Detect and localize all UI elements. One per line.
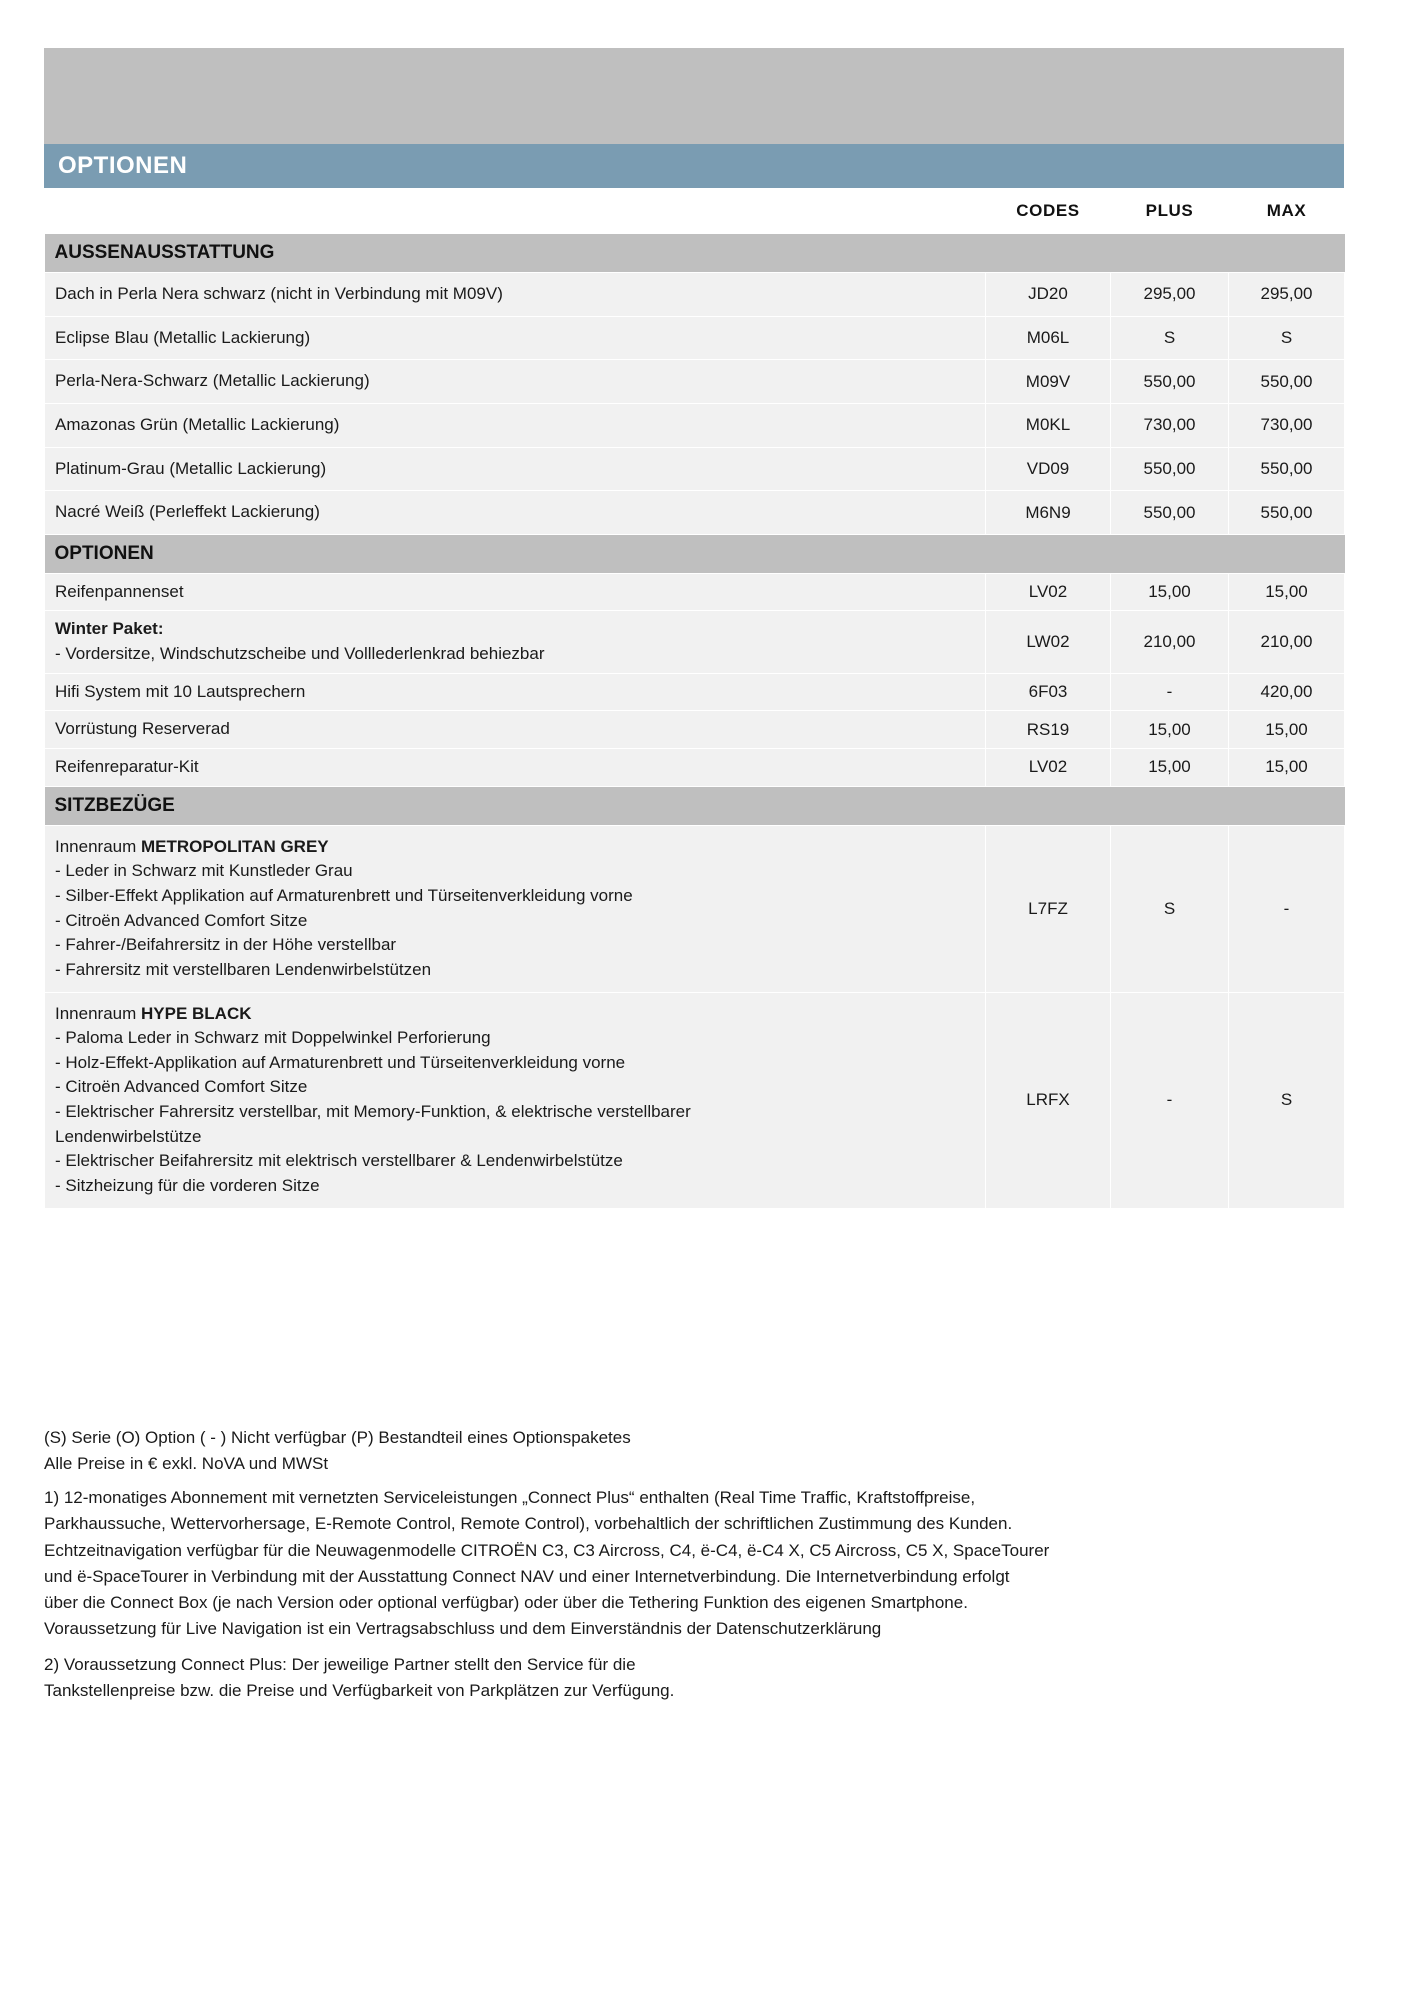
column-header-description (45, 188, 986, 234)
footnote-line: 2) Voraussetzung Connect Plus: Der jeweilige Partner stellt den Service für die (44, 1655, 636, 1674)
table-row (45, 573, 1345, 611)
table-row (45, 992, 1345, 1208)
row-description: Hifi System mit 10 Lautsprechern (45, 673, 986, 711)
row-max-value: 550,00 (1229, 491, 1345, 535)
row-code: M0KL (986, 403, 1111, 447)
row-code: LV02 (986, 573, 1111, 611)
row-max-value: 15,00 (1229, 749, 1345, 787)
row-description: Eclipse Blau (Metallic Lackierung) (45, 316, 986, 360)
row-code: LW02 (986, 611, 1111, 673)
footnotes (44, 1425, 1364, 1704)
section-header-row (45, 534, 1345, 573)
row-code: VD09 (986, 447, 1111, 491)
row-title-prefix: Innenraum (55, 836, 141, 856)
row-code: RS19 (986, 711, 1111, 749)
row-detail-line: - Holz-Effekt-Applikation auf Armaturenbrett und Türseitenverkleidung vorne (55, 1052, 626, 1072)
table-header-row (45, 188, 1345, 234)
table-row (45, 447, 1345, 491)
column-header-codes: CODES (986, 188, 1111, 234)
row-code: LRFX (986, 992, 1111, 1208)
row-description: Perla-Nera-Schwarz (Metallic Lackierung) (45, 360, 986, 404)
row-max-value: 15,00 (1229, 573, 1345, 611)
row-description (45, 611, 986, 673)
row-plus-value: 15,00 (1111, 573, 1229, 611)
table-row (45, 673, 1345, 711)
row-description: Platinum-Grau (Metallic Lackierung) (45, 447, 986, 491)
row-plus-value: S (1111, 316, 1229, 360)
row-detail-line: Lendenwirbelstütze (55, 1126, 202, 1146)
table-row (45, 273, 1345, 317)
row-code: LV02 (986, 749, 1111, 787)
options-price-table (44, 188, 1345, 1209)
row-max-value: 295,00 (1229, 273, 1345, 317)
section-header-row (45, 234, 1345, 273)
row-plus-value: 550,00 (1111, 491, 1229, 535)
price-note-line: Alle Preise in € exkl. NoVA und MWSt (44, 1454, 329, 1474)
row-max-value: 550,00 (1229, 360, 1345, 404)
section-header-row (45, 786, 1345, 825)
row-detail-line: - Elektrischer Beifahrersitz mit elektrisch verstellbarer & Lendenwirbelstütze (55, 1151, 623, 1171)
section-heading: AUSSENAUSSTATTUNG (45, 234, 1345, 273)
footnote-line: Parkhaussuche, Wettervorhersage, E-Remote Control, Remote Control), vorbehaltlich der schriftlichen Zustimmung des Kunden. (44, 1514, 1013, 1534)
footnote-2 (44, 1652, 1364, 1704)
row-title-prefix: Innenraum (55, 1003, 141, 1023)
column-header-plus: PLUS (1111, 188, 1229, 234)
row-title-line (55, 1002, 975, 1027)
row-code: 6F03 (986, 673, 1111, 711)
row-max-value: 730,00 (1229, 403, 1345, 447)
footnote-1 (44, 1485, 1364, 1642)
row-description: Reifenreparatur-Kit (45, 749, 986, 787)
footnote-line: Echtzeitnavigation verfügbar für die Neuwagenmodelle CITROËN C3, C3 Aircross, C4, ë-C4, ë-C4 X, C5 Aircross, C5 X, SpaceTourer (44, 1540, 1050, 1560)
row-description (45, 992, 986, 1208)
row-code: M6N9 (986, 491, 1111, 535)
footnote-line: Voraussetzung für Live Navigation ist ein Vertragsabschluss und dem Einverständnis der Datenschutzerklärung (44, 1618, 882, 1638)
row-code: M06L (986, 316, 1111, 360)
row-plus-value: 550,00 (1111, 360, 1229, 404)
row-max-value: S (1229, 316, 1345, 360)
row-code: L7FZ (986, 825, 1111, 992)
table-row (45, 825, 1345, 992)
banner-title: OPTIONEN (58, 152, 188, 179)
row-plus-value: 210,00 (1111, 611, 1229, 673)
row-detail-line: - Silber-Effekt Applikation auf Armaturenbrett und Türseitenverkleidung vorne (55, 885, 633, 905)
row-description: Reifenpannenset (45, 573, 986, 611)
row-title-line (55, 835, 975, 860)
row-description: Amazonas Grün (Metallic Lackierung) (45, 403, 986, 447)
row-title-emphasis: HYPE BLACK (141, 1003, 252, 1023)
row-plus-value: 15,00 (1111, 749, 1229, 787)
row-plus-value: - (1111, 992, 1229, 1208)
row-detail-line: - Paloma Leder in Schwarz mit Doppelwinkel Perforierung (55, 1028, 491, 1048)
row-title-line: Winter Paket: (55, 619, 164, 639)
row-description: Nacré Weiß (Perleffekt Lackierung) (45, 491, 986, 535)
row-detail-line: - Leder in Schwarz mit Kunstleder Grau (55, 861, 353, 881)
row-plus-value: 15,00 (1111, 711, 1229, 749)
row-plus-value: 550,00 (1111, 447, 1229, 491)
row-detail-line: - Elektrischer Fahrersitz verstellbar, mit Memory-Funktion, & elektrische verstellbarer (55, 1102, 691, 1122)
table-body (45, 234, 1345, 1208)
row-description: Dach in Perla Nera schwarz (nicht in Verbindung mit M09V) (45, 273, 986, 317)
row-code: JD20 (986, 273, 1111, 317)
legend-line: (S) Serie (O) Option ( - ) Nicht verfügbar (P) Bestandteil eines Optionspaketes (44, 1428, 631, 1447)
row-description: Vorrüstung Reserverad (45, 711, 986, 749)
row-max-value: 210,00 (1229, 611, 1345, 673)
row-code: M09V (986, 360, 1111, 404)
footnote-line: 1) 12-monatiges Abonnement mit vernetzten Serviceleistungen „Connect Plus“ enthalten (Real Time Traffic, Kraftstoffpreise, (44, 1488, 976, 1508)
table-row (45, 316, 1345, 360)
row-max-value: 15,00 (1229, 711, 1345, 749)
row-max-value: - (1229, 825, 1345, 992)
row-plus-value: S (1111, 825, 1229, 992)
table-row (45, 491, 1345, 535)
grey-header-banner (44, 48, 1344, 144)
row-detail-line: - Citroën Advanced Comfort Sitze (55, 1077, 308, 1097)
section-heading: SITZBEZÜGE (45, 786, 1345, 825)
footnote-line: Tankstellenpreise bzw. die Preise und Verfügbarkeit von Parkplätzen zur Verfügung. (44, 1681, 675, 1701)
row-max-value: 550,00 (1229, 447, 1345, 491)
footnote-line: über die Connect Box (je nach Version oder optional verfügbar) oder über die Tethering Funktion des eigenen Smartphone. (44, 1592, 968, 1612)
section-heading: OPTIONEN (45, 534, 1345, 573)
row-detail-line: - Vordersitze, Windschutzscheibe und Volllederlenkrad behiezbar (55, 644, 545, 664)
row-title-emphasis: METROPOLITAN GREY (141, 836, 329, 856)
row-max-value: S (1229, 992, 1345, 1208)
row-plus-value: 295,00 (1111, 273, 1229, 317)
table-row (45, 403, 1345, 447)
row-description (45, 825, 986, 992)
section-banner-optionen (44, 144, 1344, 188)
row-detail-line: - Fahrersitz mit verstellbaren Lendenwirbelstützen (55, 959, 432, 979)
row-detail-line: - Sitzheizung für die vorderen Sitze (55, 1176, 320, 1196)
footnote-line: und ë-SpaceTourer in Verbindung mit der Ausstattung Connect NAV und einer Internetverbindung. Die Internetverbindung erfolgt (44, 1566, 1010, 1586)
table-row (45, 611, 1345, 673)
row-max-value: 420,00 (1229, 673, 1345, 711)
row-detail-line: - Fahrer-/Beifahrersitz in der Höhe verstellbar (55, 935, 397, 955)
row-plus-value: 730,00 (1111, 403, 1229, 447)
table-row (45, 749, 1345, 787)
table-row (45, 711, 1345, 749)
column-header-max: MAX (1229, 188, 1345, 234)
row-detail-line: - Citroën Advanced Comfort Sitze (55, 910, 308, 930)
table-row (45, 360, 1345, 404)
row-plus-value: - (1111, 673, 1229, 711)
